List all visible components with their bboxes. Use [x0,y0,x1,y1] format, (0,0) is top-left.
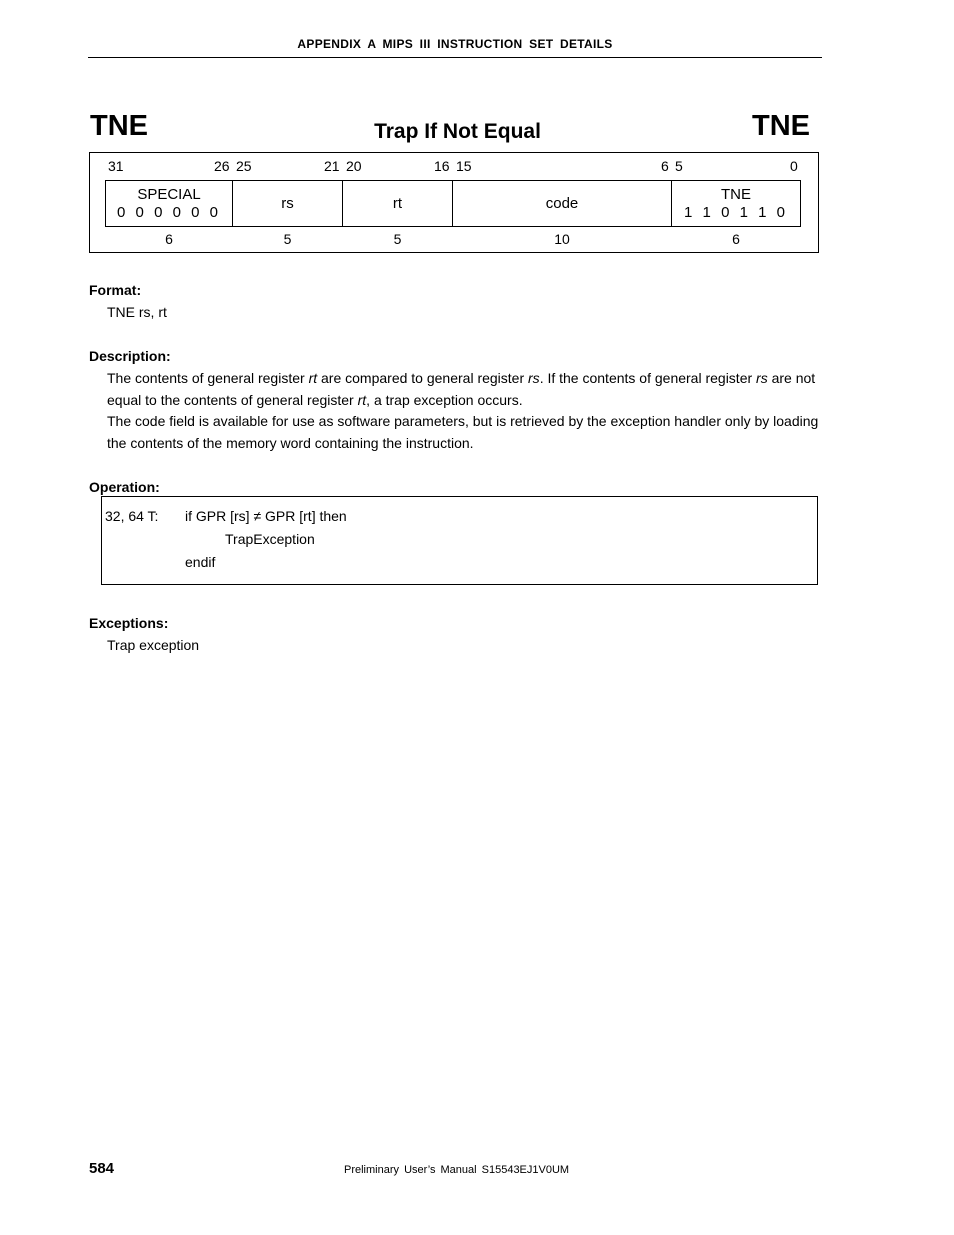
bit-label: 21 [324,158,340,174]
format-heading: Format: [89,282,142,298]
field-bits: 0 0 0 0 0 0 [117,203,221,221]
field-width: 6 [732,231,740,247]
operation-line: endif [185,554,216,570]
bit-label: 15 [456,158,472,174]
page-number: 584 [89,1160,115,1177]
field-special [105,180,233,227]
bit-label: 25 [236,158,252,174]
header-rule [88,57,822,58]
operation-line: TrapException [225,531,315,547]
footer-manual-title: Preliminary User’s Manual S15543EJ1V0UM [344,1164,570,1176]
operation-line: if GPR [rs] ≠ GPR [rt] then [185,508,347,524]
text-run: are compared to general register [317,370,529,386]
field-name: TNE [721,185,751,203]
exceptions-text: Trap exception [107,637,200,653]
description-paragraph-2: The code field is available for use as software parameters, but is retrieved by the exception handler only by loading the contents of the memory word containing the instruction. [107,413,819,451]
bit-label: 31 [108,158,124,174]
instruction-title: Trap If Not Equal [374,120,541,143]
mnemonic-left: TNE [90,110,148,142]
bit-label: 0 [790,158,798,174]
description-paragraph-1 [107,367,823,411]
text-run: , a trap exception occurs. [366,392,523,408]
field-code [452,180,672,227]
text-run: . If the contents of general register [539,370,757,386]
bit-label: 5 [675,158,683,174]
field-width: 5 [283,231,292,247]
field-width: 6 [165,231,173,247]
text-run: rt [357,392,367,408]
text-run: rs [528,370,540,386]
field-name: rt [392,194,403,212]
exceptions-heading: Exceptions: [89,615,169,631]
bit-label: 20 [346,158,362,174]
field-name: rs [281,194,294,212]
field-width: 5 [393,231,402,247]
field-function [671,180,801,227]
running-header: APPENDIX A MIPS III INSTRUCTION SET DETAILS [297,37,613,51]
text-run: rs [756,370,768,386]
text-run: The contents of general register [107,370,309,386]
text-run: rt [308,370,318,386]
format-syntax: TNE rs, rt [107,304,167,320]
field-width: 10 [554,231,570,247]
field-rs [232,180,343,227]
mnemonic-right: TNE [752,110,810,142]
operation-heading: Operation: [89,479,160,495]
field-rt [342,180,453,227]
text-run: are not equal to the contents of general register [107,370,816,408]
operation-label: 32, 64 T: [105,508,159,524]
field-bits: 1 1 0 1 1 0 [684,203,788,221]
bit-label: 16 [434,158,450,174]
bit-label: 6 [661,158,669,174]
description-heading: Description: [89,348,171,364]
field-name: code [545,194,579,212]
bit-label: 26 [214,158,230,174]
field-name: SPECIAL [137,185,201,203]
